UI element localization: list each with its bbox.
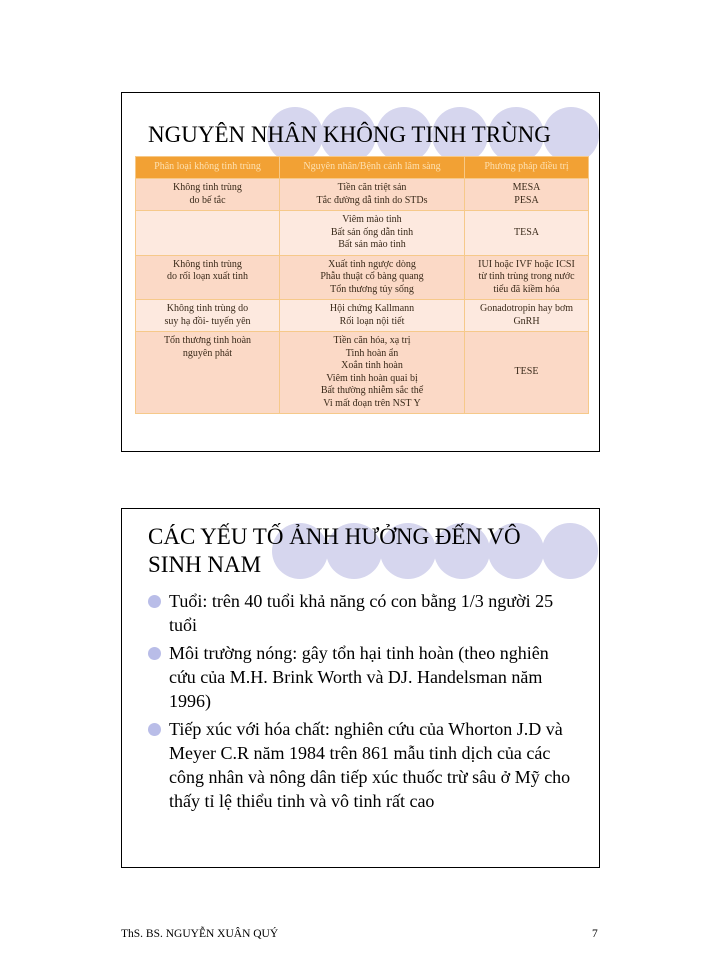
treatment-cell: MESA PESA (465, 179, 589, 211)
footer-author: ThS. BS. NGUYỄN XUÂN QUÝ (121, 928, 279, 940)
bullet-icon (148, 647, 161, 660)
causes-table (135, 156, 589, 414)
bullet-list (148, 589, 578, 817)
bullet-icon (148, 595, 161, 608)
cause-cell: Hội chứng Kallmann Rối loạn nội tiết (280, 300, 465, 332)
table-row (136, 255, 589, 300)
treatment-cell: TESA (465, 211, 589, 256)
bullet-icon (148, 723, 161, 736)
list-item: Tiếp xúc với hóa chất: nghiên cứu của Whorton J.D và Meyer C.R năm 1984 trên 861 mẫu tinh dịch của các công nhân và nông dân tiếp xúc thuốc trừ sâu ở Mỹ cho thấy tỉ lệ thiểu tinh và vô tinh rất cao (148, 717, 578, 813)
cause-cell: Tiền căn triệt sản Tắc đường dẫ tinh do STDs (280, 179, 465, 211)
table-row (136, 332, 589, 414)
column-header: Phương pháp điều trị (465, 157, 589, 179)
slide-title: NGUYÊN NHÂN KHÔNG TINH TRÙNG (148, 122, 551, 147)
treatment-cell: IUI hoặc IVF hoặc ICSI từ tinh trùng trong nước tiểu đã kiềm hóa (465, 255, 589, 300)
cause-cell: Xuất tinh ngược dòng Phẫu thuật cổ bàng quang Tổn thương tủy sống (280, 255, 465, 300)
category-cell: Không tinh trùng do bế tắc (136, 179, 280, 211)
list-item: Môi trường nóng: gây tổn hại tinh hoàn (theo nghiên cứu của M.H. Brink Worth và DJ. Handelsman năm 1996) (148, 641, 578, 713)
category-cell: Không tinh trùng do rối loạn xuất tinh (136, 255, 280, 300)
cause-cell: Tiền căn hóa, xạ trị Tinh hoàn ẩn Xoắn tinh hoàn Viêm tinh hoàn quai bị Bất thường nhiễm sắc thể Vi mất đoạn trên NST Y (280, 332, 465, 414)
category-cell (136, 211, 280, 256)
slide-title: CÁC YẾU TỐ ẢNH HƯỞNG ĐẾN VÔ SINH NAM (148, 524, 521, 577)
category-cell: Tổn thương tinh hoàn nguyên phát (136, 332, 280, 414)
page-number: 7 (592, 928, 598, 940)
table-row (136, 211, 589, 256)
cause-cell: Viêm mào tinh Bất sản ống dẫn tinh Bất sản mào tinh (280, 211, 465, 256)
table-row (136, 179, 589, 211)
table-row (136, 300, 589, 332)
treatment-cell: Gonadotropin hay bơm GnRH (465, 300, 589, 332)
list-item: Tuổi: trên 40 tuổi khả năng có con bằng 1/3 người 25 tuổi (148, 589, 578, 637)
treatment-cell: TESE (465, 332, 589, 414)
column-header: Nguyên nhân/Bệnh cảnh lâm sàng (280, 157, 465, 179)
slide-causes-of-azoospermia (121, 92, 600, 452)
column-header: Phân loại không tinh trùng (136, 157, 280, 179)
slide-male-infertility-factors (121, 508, 600, 868)
category-cell: Không tinh trùng do suy hạ đồi- tuyến yên (136, 300, 280, 332)
